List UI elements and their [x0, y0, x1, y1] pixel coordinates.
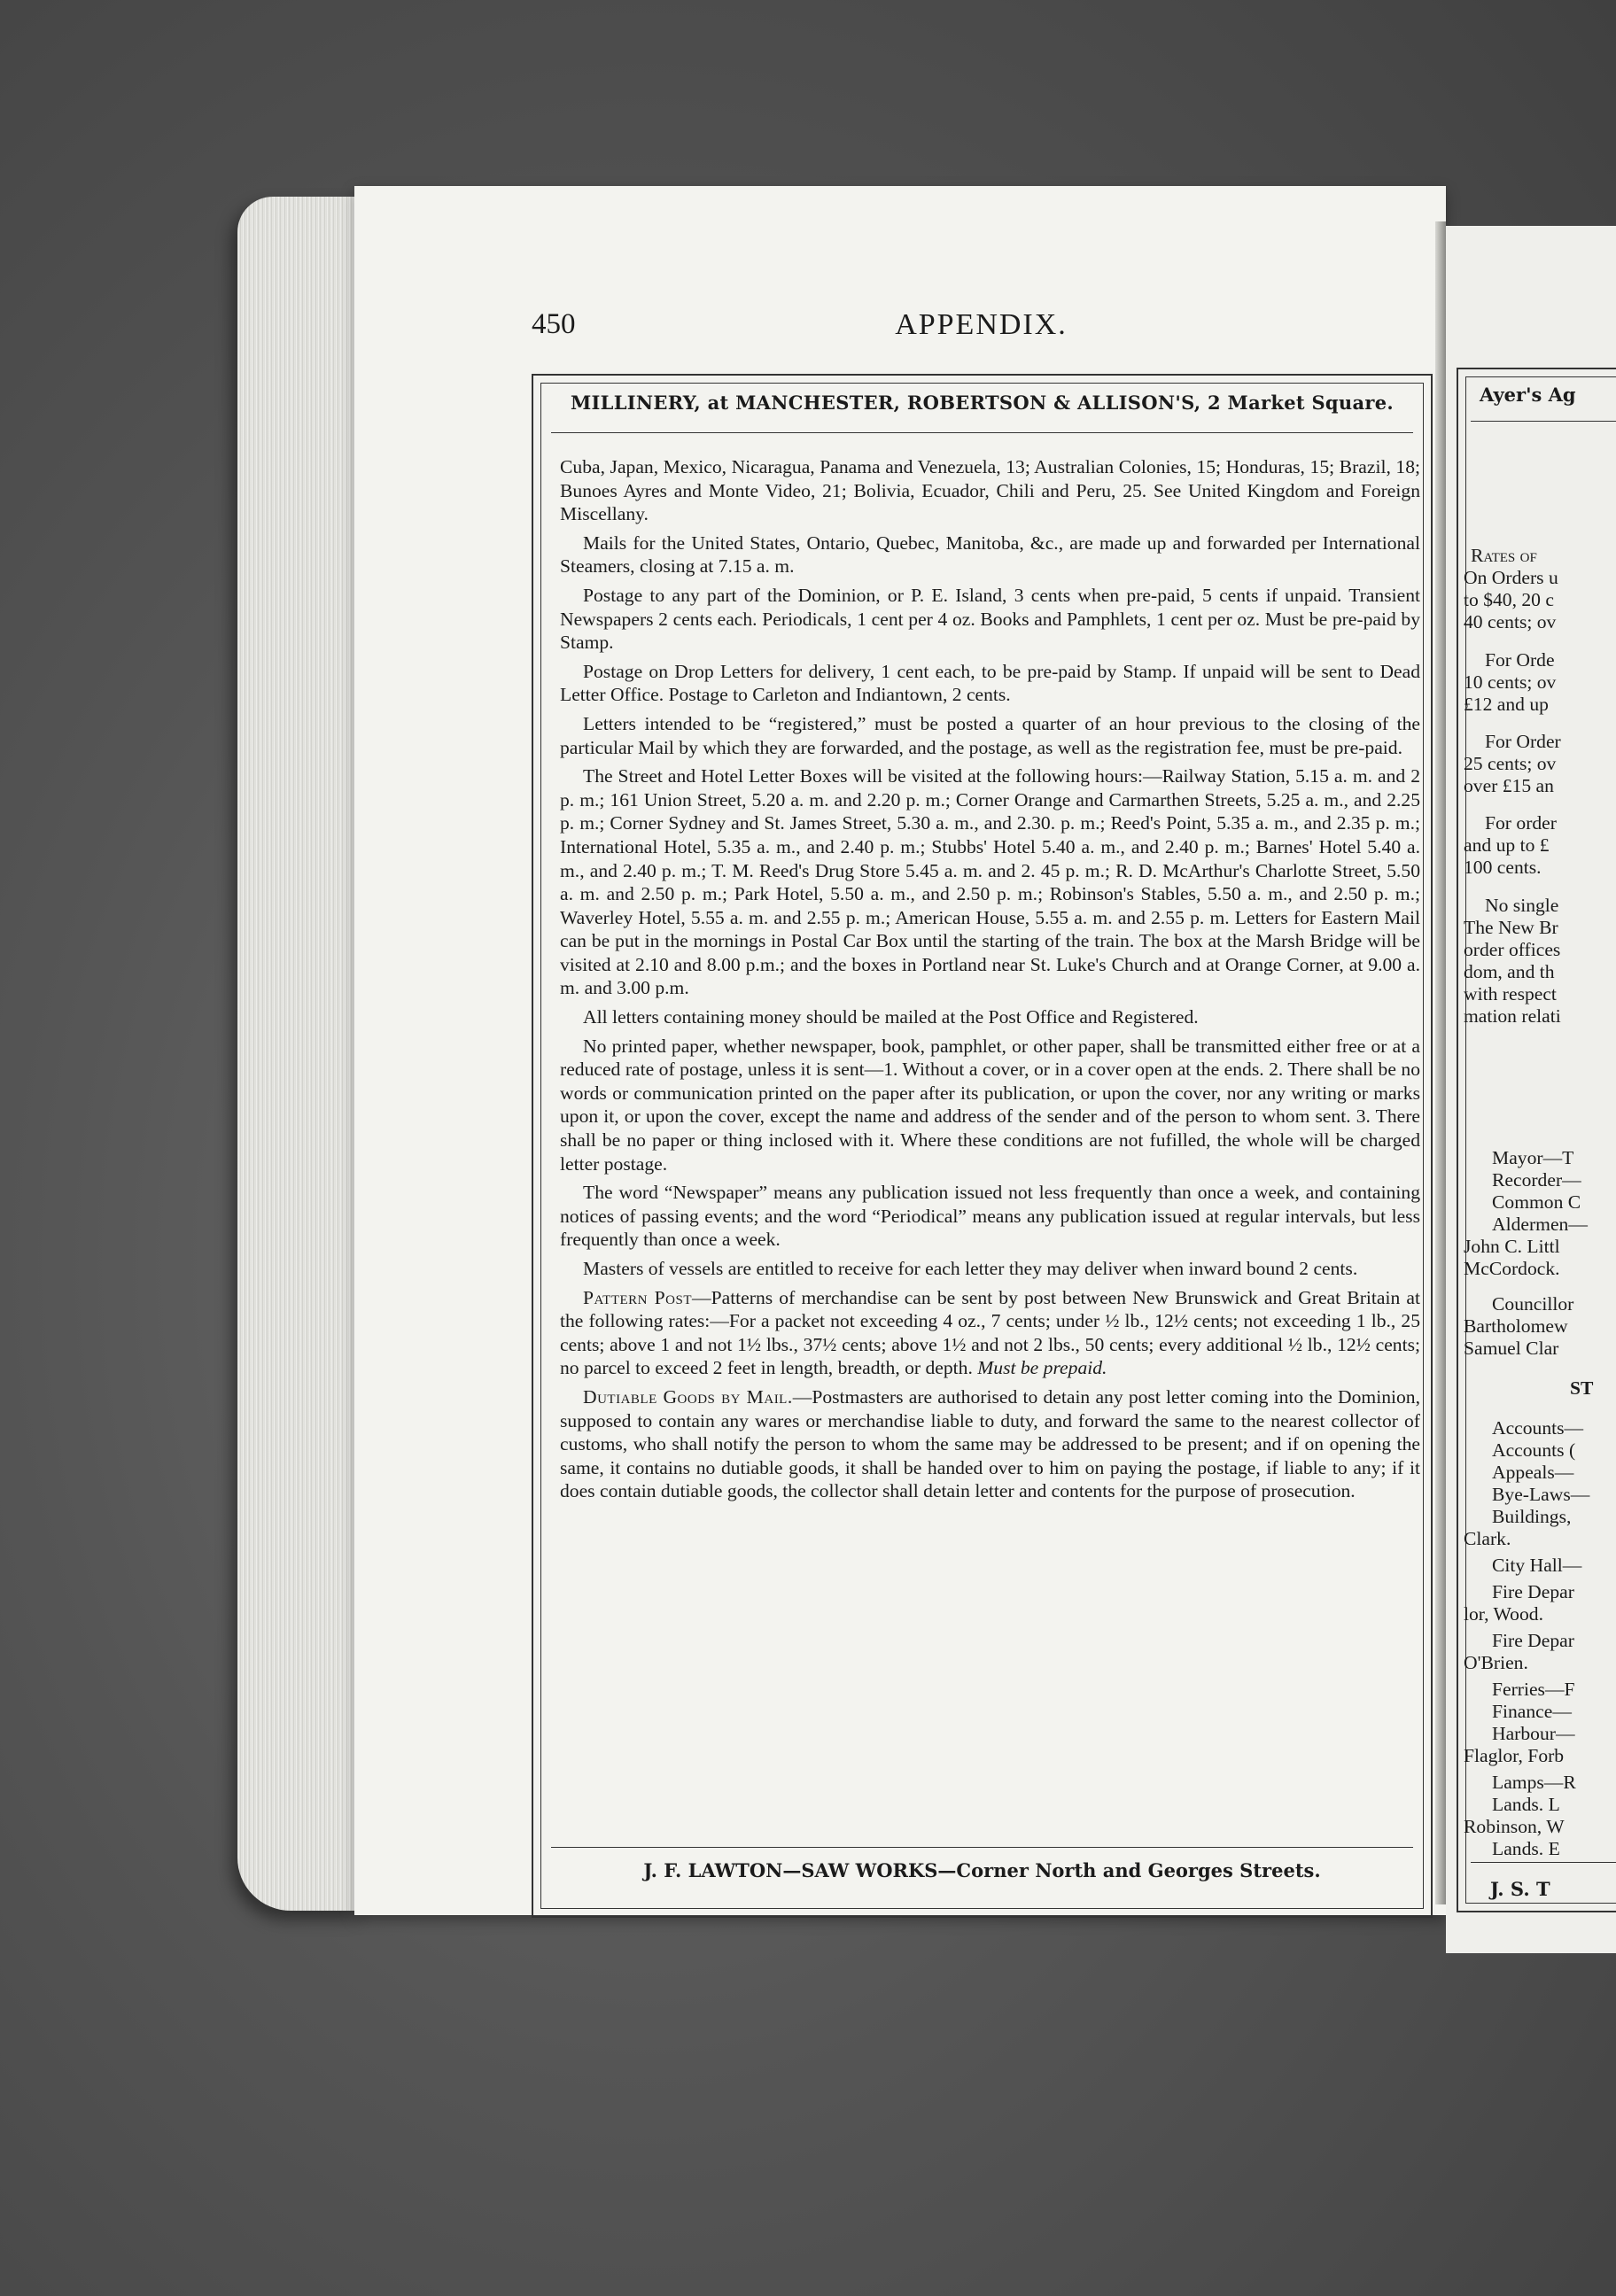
right-page-line: order offices [1464, 939, 1561, 960]
paragraph: The Street and Hotel Letter Boxes will be visited at the following hours:—Railway Station, 5.15 a. m. and 2 p. m.; 161 Union Street, 5.20 a. m. and 2.20 p. m.; Corner Orange and Carmarthen Streets, 5.25 a. m., and 2.25 p. m.; Corner Sydney and St. James Street, 5.30 a. m., and 2.30. p. m.; Reed's Point, 5.35 a. m., and 2.35 p. m.; International Hotel, 5.35 a. m., and 2.40 p. m.; Stubbs' Hotel 5.40 a. m., and 2.40 p. m.; Barnes' Hotel 5.40 a. m., and 2.40 p. m.; T. M. Reed's Drug Store 5.45 a. m. and 2. 45 p. m.; R. D. McArthur's Charlotte Street, 5.50 a. m. and 2.50 p. m.; Park Hotel, 5.50 a. m., and 2.50 p. m.; Robinson's Stables, 5.50 a. m., and 2.50 p. m.; Waverley Hotel, 5.55 a. m. and 2.55 p. m.; American House, 5.55 a. m. and 2.55 p. m. Letters for Eastern Mail can be put in the mornings in Postal Car Box until the starting of the train. The box at the Marsh Bridge will be visited at 2.10 and 8.00 p.m.; and the boxes in Portland near St. Luke's Church and at Orange Corner, at 9.00 a. m. and 3.00 p.m. [560, 765, 1420, 999]
right-page-line: 100 cents. [1464, 857, 1542, 878]
paragraph: Masters of vessels are entitled to receive for each letter they may deliver when inward bound 2 cents. [583, 1258, 1358, 1279]
pattern-post-emphasis: Must be prepaid. [977, 1357, 1107, 1379]
right-page-line: Common C [1492, 1191, 1581, 1213]
divider-bottom [551, 1847, 1413, 1848]
right-page-line: mation relati [1464, 1005, 1561, 1027]
right-page-line: Robinson, W [1464, 1816, 1565, 1837]
right-page-line: Aldermen— [1492, 1214, 1588, 1235]
right-page-divider-bottom [1471, 1862, 1616, 1863]
pattern-post-text: —Patterns of merchandise can be sent by post between New Brunswick and Great Britain at the following rates:—For a packet not exceeding 4 oz., 7 cents; under ½ lb., 12½ cents; not exceeding 1 lb., 25 cents; above 1 and not 1½ lbs., 37½ cents; above 1½ and not 2 lbs., 50 cents; every additional ½ lb., 12½ cents; no parcel to exceed 2 feet in length, breadth, or depth. [560, 1286, 1420, 1379]
right-page-line: Accounts— [1492, 1417, 1584, 1439]
paragraph: Cuba, Japan, Mexico, Nicaragua, Panama and Venezuela, 13; Australian Colonies, 15; Honduras, 15; Brazil, 18; Bunoes Ayres and Monte Video, 21; Bolivia, Ecuador, Chili and Peru, 25. See United Kingdom and Foreign Miscellany. [560, 456, 1420, 525]
right-page-line: John C. Littl [1464, 1236, 1560, 1257]
dutiable-goods-paragraph [560, 1385, 1420, 1503]
right-page-line: Rates of [1471, 545, 1537, 566]
right-page-line: Lamps—R [1492, 1772, 1576, 1793]
right-page-line: Finance— [1492, 1701, 1572, 1722]
advertisement-frame [532, 374, 1433, 1918]
right-page-line: over £15 an [1464, 775, 1554, 796]
right-page-line: Lands. L [1492, 1794, 1560, 1815]
right-page-line: Samuel Clar [1464, 1338, 1559, 1359]
right-page-line: Ferries—F [1492, 1679, 1575, 1700]
book-page-left [354, 186, 1446, 1915]
book-gutter [1435, 221, 1446, 1904]
right-page-line: Fire Depar [1492, 1630, 1574, 1651]
dutiable-goods-lead: Dutiable Goods by Mail. [583, 1385, 793, 1408]
right-page-line: £12 and up [1464, 694, 1549, 715]
right-page-line: with respect [1464, 983, 1557, 1004]
right-page-line: 10 cents; ov [1464, 671, 1557, 693]
book-page-edges [237, 197, 361, 1911]
right-page-line: 25 cents; ov [1464, 753, 1557, 774]
right-page-line: O'Brien. [1464, 1652, 1528, 1673]
divider-top [551, 432, 1413, 433]
right-page-line: The New Br [1464, 917, 1558, 938]
right-page-line: Bye-Laws— [1492, 1484, 1590, 1505]
right-page-line: For order [1485, 812, 1557, 834]
right-page-line: Clark. [1464, 1528, 1511, 1549]
dutiable-goods-text: —Postmasters are authorised to detain any post letter coming into the Dominion, supposed to contain any wares or merchandise liable to duty, and forward the same to the nearest collector of customs, who shall notify the person to whom the same may be addressed to be present; and if on opening the same, it contains no dutiable goods, it shall be handed over to him on paying the postage, if liable to any; if it does contain dutiable goods, the collector shall detain letter and contents for the purpose of prosecution. [560, 1385, 1420, 1502]
right-page-line: Bartholomew [1464, 1315, 1568, 1337]
postal-regulations-text [560, 455, 1420, 1509]
page-title: APPENDIX. [895, 308, 1068, 341]
right-page-line: For Orde [1485, 649, 1555, 671]
paragraph: Mails for the United States, Ontario, Quebec, Manitoba, &c., are made up and forwarded per International Steamers, closing at 7.15 a. m. [560, 531, 1420, 578]
paragraph: Postage to any part of the Dominion, or P. E. Island, 3 cents when pre-paid, 5 cents if unpaid. Transient Newspapers 2 cents each. Periodicals, 1 cent per 4 oz. Books and Pamphlets, 1 cent per oz. Must be pre-paid by Stamp. [560, 584, 1420, 654]
right-page-line: to $40, 20 c [1464, 589, 1554, 610]
right-page-line: Fire Depar [1492, 1581, 1574, 1602]
right-page-line: On Orders u [1464, 567, 1558, 588]
paragraph: No printed paper, whether newspaper, book, pamphlet, or other paper, shall be transmitted either free or at a reduced rate of postage, unless it is sent—1. Without a cover, or in a cover open at the ends. 2. There shall be no words or communication printed on the paper after its publication, or upon the cover, nor any writing or marks upon it, or upon the cover, except the name and address of the sender and of the person to whom sent. 3. There shall be no paper or thing inclosed with it. Where these conditions are not fufilled, the whole will be charged letter postage. [560, 1035, 1420, 1175]
paragraph: Postage on Drop Letters for delivery, 1 cent each, to be pre-paid by Stamp. If unpaid will be sent to Dead Letter Office. Postage to Carleton and Indiantown, 2 cents. [560, 660, 1420, 706]
right-page-line: Buildings, [1492, 1506, 1572, 1527]
paragraph: Letters intended to be “registered,” must be posted a quarter of an hour previous to the closing of the particular Mail by which they are forwarded, and the postage, as well as the registration fee, must be pre-paid. [560, 712, 1420, 758]
right-page-advertisement-header: Ayer's Ag [1480, 384, 1576, 406]
right-page-line: ST [1570, 1377, 1594, 1399]
right-page-line: City Hall— [1492, 1555, 1582, 1576]
right-page-line: 40 cents; ov [1464, 611, 1557, 632]
right-page-line: and up to £ [1464, 834, 1550, 856]
page-number: 450 [532, 308, 576, 340]
right-page-line: Councillor [1492, 1293, 1574, 1315]
right-page-line: Harbour— [1492, 1723, 1575, 1744]
right-page-line: Mayor—T [1492, 1147, 1574, 1168]
book-page-right [1446, 226, 1616, 1953]
paragraph: All letters containing money should be mailed at the Post Office and Registered. [583, 1006, 1199, 1028]
right-page-line: Appeals— [1492, 1462, 1574, 1483]
paragraph: The word “Newspaper” means any publication issued not less frequently than once a week, and containing notices of passing events; and the word “Periodical” means any publication issued at regular intervals, but less frequently than once a week. [560, 1182, 1420, 1251]
right-page-line: Recorder— [1492, 1169, 1581, 1191]
right-page-line: No single [1485, 895, 1559, 916]
advertisement-footer: J. F. LAWTON—SAW WORKS—Corner North and Georges Streets. [643, 1859, 1321, 1881]
page-header [532, 308, 1431, 353]
right-page-line: Flaglor, Forb [1464, 1745, 1565, 1766]
right-page-line: For Order [1485, 731, 1561, 752]
pattern-post-lead: Pattern Post [583, 1286, 692, 1308]
right-page-line: McCordock. [1464, 1258, 1560, 1279]
right-page-line: Accounts ( [1492, 1439, 1576, 1461]
right-page-divider-top [1471, 421, 1616, 422]
pattern-post-paragraph [560, 1286, 1420, 1380]
right-page-line: dom, and th [1464, 961, 1555, 982]
right-page-advertisement-footer: J. S. T [1490, 1878, 1550, 1900]
right-page-line: Lands. E [1492, 1838, 1560, 1859]
advertisement-header: MILLINERY, at MANCHESTER, ROBERTSON & ALLISON'S, 2 Market Square. [570, 392, 1395, 414]
right-page-line: lor, Wood. [1464, 1603, 1543, 1625]
